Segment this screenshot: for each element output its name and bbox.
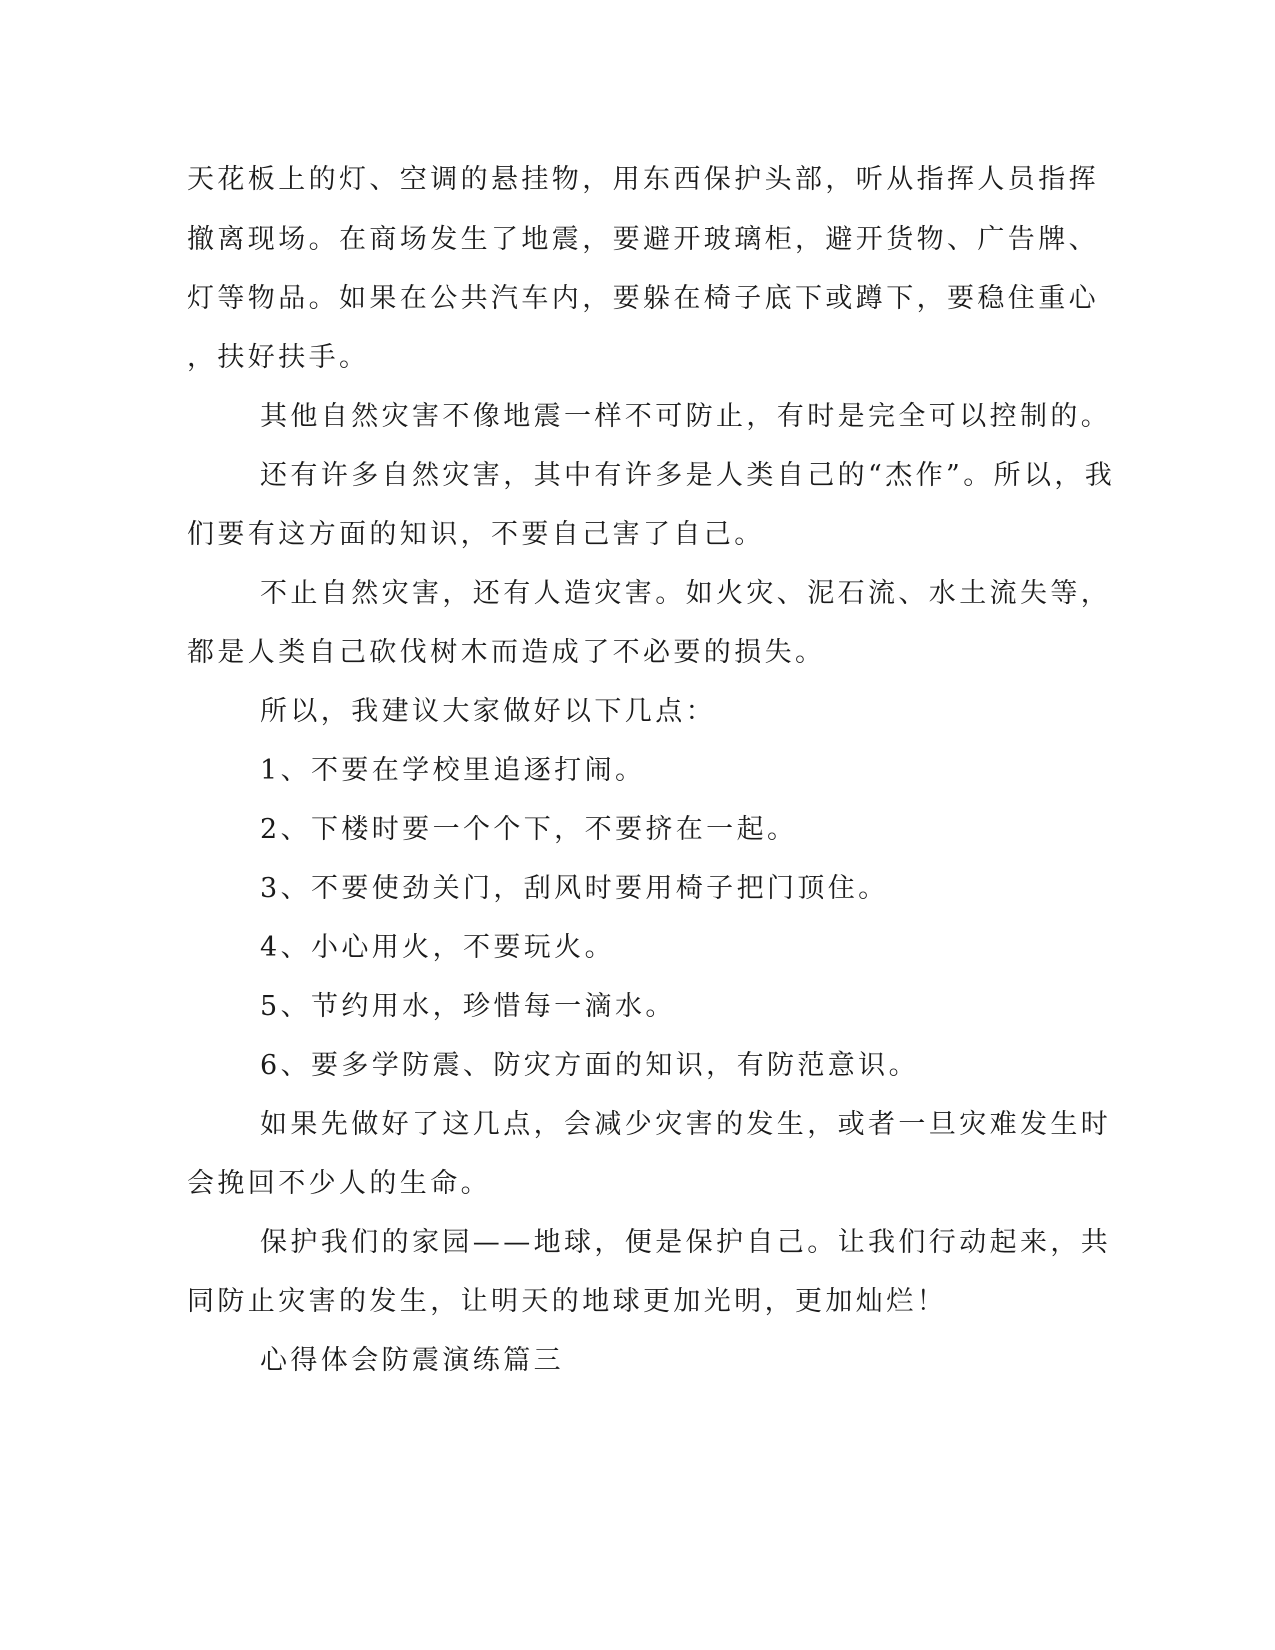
paragraph-line: ，扶好扶手。 <box>187 342 370 373</box>
list-item: 5、节约用水，珍惜每一滴水。 <box>260 991 676 1022</box>
paragraph-line: 不止自然灾害，还有人造灾害。如火灾、泥石流、水土流失等， <box>260 578 1112 609</box>
section-heading: 心得体会防震演练篇三 <box>260 1345 564 1376</box>
paragraph-line: 其他自然灾害不像地震一样不可防止，有时是完全可以控制的。 <box>260 401 1112 432</box>
paragraph-line: 天花板上的灯、空调的悬挂物，用东西保护头部，听从指挥人员指挥 <box>187 164 1099 195</box>
paragraph-line: 们要有这方面的知识，不要自己害了自己。 <box>187 519 765 550</box>
list-item: 1、不要在学校里追逐打闹。 <box>260 755 646 786</box>
list-item: 6、要多学防震、防灾方面的知识，有防范意识。 <box>260 1050 919 1081</box>
paragraph-line: 保护我们的家园——地球，便是保护自己。让我们行动起来，共 <box>260 1227 1112 1258</box>
paragraph-line: 灯等物品。如果在公共汽车内，要躲在椅子底下或蹲下，要稳住重心 <box>187 283 1099 314</box>
paragraph-line: 都是人类自己砍伐树木而造成了不必要的损失。 <box>187 637 826 668</box>
paragraph-line: 同防止灾害的发生，让明天的地球更加光明，更加灿烂！ <box>187 1286 947 1317</box>
paragraph-line: 所以，我建议大家做好以下几点： <box>260 696 716 727</box>
paragraph-line: 撤离现场。在商场发生了地震，要避开玻璃柜，避开货物、广告牌、 <box>187 224 1099 255</box>
paragraph-line: 会挽回不少人的生命。 <box>187 1168 491 1199</box>
paragraph-line: 还有许多自然灾害，其中有许多是人类自己的“杰作”。所以，我 <box>260 460 1116 491</box>
list-item: 3、不要使劲关门，刮风时要用椅子把门顶住。 <box>260 873 889 904</box>
paragraph-line: 如果先做好了这几点，会减少灾害的发生，或者一旦灾难发生时 <box>260 1109 1112 1140</box>
list-item: 4、小心用火，不要玩火。 <box>260 932 615 963</box>
list-item: 2、下楼时要一个个下，不要挤在一起。 <box>260 814 798 845</box>
